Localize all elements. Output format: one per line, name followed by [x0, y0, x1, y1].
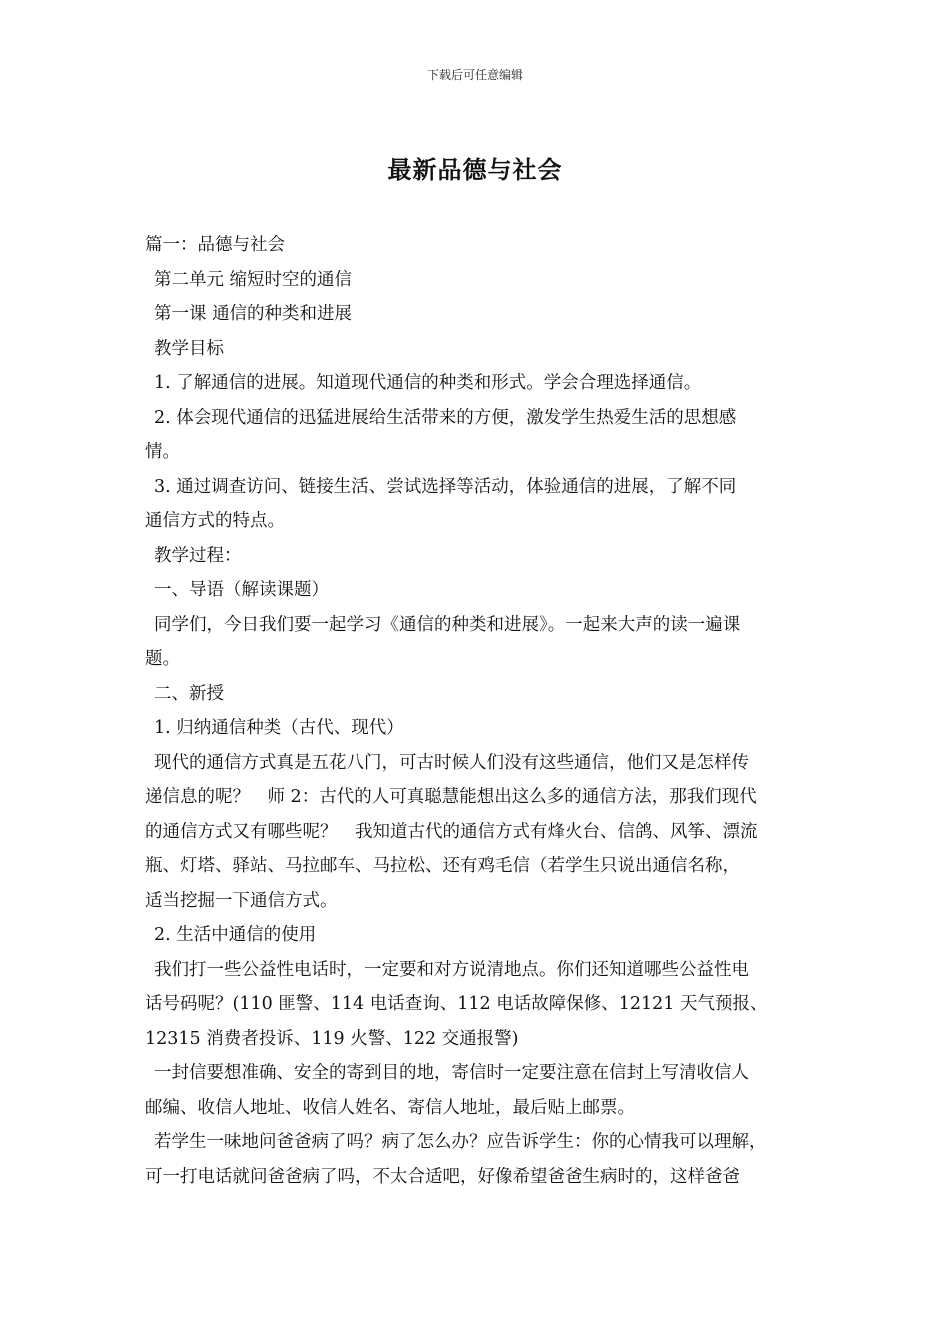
text-line: 瓶、灯塔、驿站、马拉邮车、马拉松、还有鸡毛信（若学生只说出通信名称， [145, 856, 740, 876]
text-line: 若学生一味地问爸爸病了吗？病了怎么办？应告诉学生：你的心情我可以理解， [154, 1132, 767, 1152]
text-line: 的通信方式又有哪些呢？ 我知道古代的通信方式有烽火台、信鸽、风筝、漂流 [145, 821, 758, 842]
text-line: 适当挖掘一下通信方式。 [145, 890, 338, 911]
text-line: 情。 [145, 442, 180, 462]
section-heading: 篇一：品德与社会 [145, 235, 285, 255]
document-title: 最新品德与社会 [387, 155, 563, 184]
unit-heading: 第二单元 缩短时空的通信 [154, 269, 353, 290]
lesson-heading: 第一课 通信的种类和进展 [154, 304, 353, 324]
objectives-heading: 教学目标 [154, 338, 224, 359]
subsection-heading: 一、导语（解读课题） [154, 580, 329, 600]
objective-item: 3. 通过调查访问、链接生活、尝试选择等活动，体验通信的进展，了解不同 [154, 476, 737, 497]
process-heading: 教学过程： [154, 545, 242, 566]
text-line: 递信息的呢？ 师 2：古代的人可真聪慧能想出这么多的通信方法，那我们现代 [145, 787, 757, 807]
objective-item: 2. 体会现代通信的迅猛进展给生活带来的方便，激发学生热爱生活的思想感 [154, 407, 737, 428]
page-header-note: 下载后可任意编辑 [426, 68, 523, 82]
text-line: 邮编、收信人地址、收信人姓名、寄信人地址，最后贴上邮票。 [145, 1097, 635, 1118]
text-line: 我们打一些公益性电话时，一定要和对方说清地点。你们还知道哪些公益性电 [154, 959, 749, 980]
text-line: 可一打电话就问爸爸病了吗，不太合适吧，好像希望爸爸生病时的，这样爸爸 [145, 1166, 740, 1187]
text-line: 通信方式的特点。 [145, 511, 285, 531]
text-line: 12315 消费者投诉、119 火警、122 交通报警) [145, 1028, 519, 1049]
list-item: 2. 生活中通信的使用 [154, 925, 317, 945]
text-line: 同学们，今日我们要一起学习《通信的种类和进展》。一起来大声的读一遍课 [154, 614, 741, 635]
document-body [145, 228, 810, 1194]
subsection-heading: 二、新授 [154, 683, 224, 704]
text-line: 题。 [145, 649, 180, 669]
text-line: 现代的通信方式真是五花八门，可古时候人们没有这些通信，他们又是怎样传 [154, 752, 749, 773]
text-line: 话号码呢？(110 匪警、114 电话查询、112 电话故障保修、12121 天气预报、 [145, 994, 768, 1014]
text-line: 一封信要想准确、安全的寄到目的地，寄信时一定要注意在信封上写清收信人 [154, 1063, 749, 1083]
list-item: 1. 归纳通信种类（古代、现代） [154, 718, 404, 738]
objective-item: 1. 了解通信的进展。知道现代通信的种类和形式。学会合理选择通信。 [154, 373, 702, 393]
